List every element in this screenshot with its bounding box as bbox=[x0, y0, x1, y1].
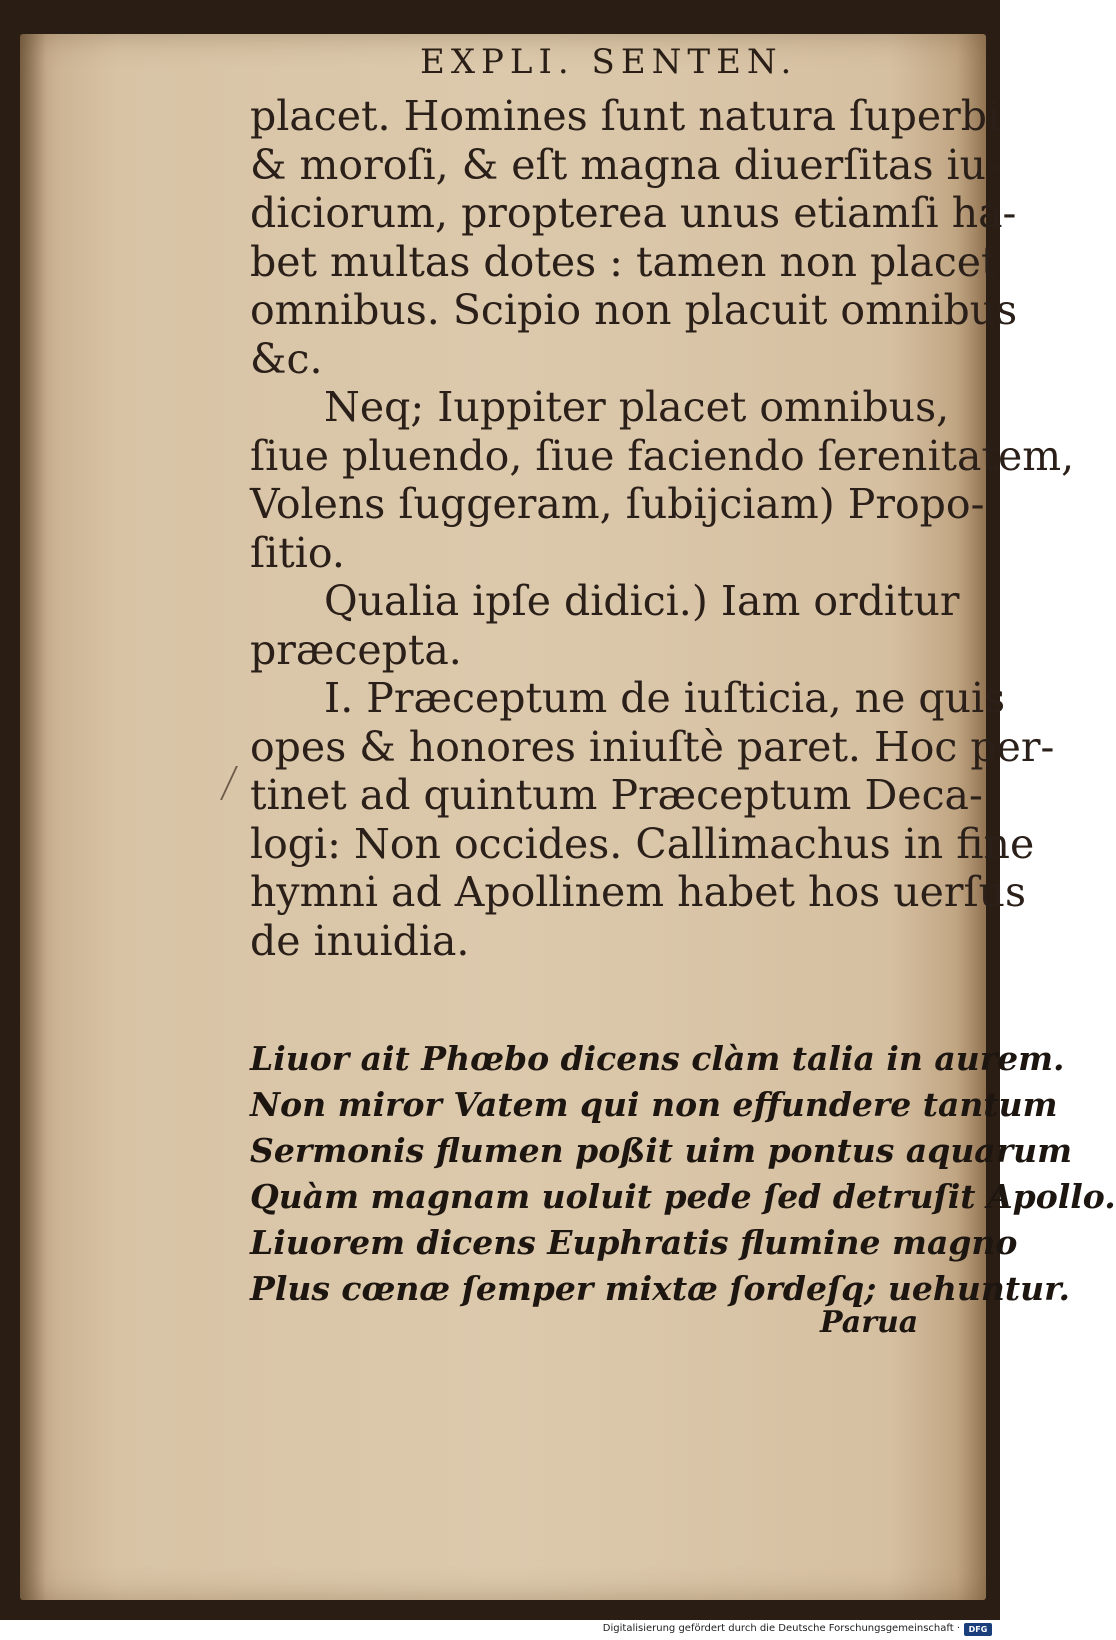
text-line: de inuidia. bbox=[250, 916, 470, 965]
text-line: omnibus. Scipio non placuit omnibus bbox=[250, 286, 1018, 334]
catchword: Parua bbox=[820, 1305, 919, 1340]
text-line: bet multas dotes : tamen non placet bbox=[250, 237, 998, 286]
text-line: Neq; Iuppiter placet omnibus, bbox=[324, 383, 950, 431]
verse-line: Liuor ait Phœbo dicens clàm talia in aurem. bbox=[250, 1039, 1065, 1078]
verse-line: Sermonis flumen poßit uim pontus aquarum bbox=[250, 1131, 1072, 1170]
text-line: hymni ad Apollinem habet hos uerſus bbox=[250, 868, 1027, 916]
text-line: ſitio. bbox=[250, 528, 345, 577]
text-line: ſiue pluendo, ſiue faciendo ſerenitatem, bbox=[250, 431, 1075, 480]
footer-bar bbox=[0, 1620, 1000, 1640]
text-line: tinet ad quintum Præceptum Deca- bbox=[250, 771, 983, 819]
text-line: Qualia ipſe didici.) Iam orditur bbox=[324, 577, 960, 625]
text-line: logi: Non occides. Callimachus in fine bbox=[250, 819, 1035, 868]
running-head: EXPLI. SENTEN. bbox=[420, 42, 798, 82]
funding-credit: Digitalisierung gefördert durch die Deutsche Forschungsgemeinschaft · bbox=[602, 1623, 960, 1634]
verse-block bbox=[250, 1036, 1116, 1312]
text-line: placet. Homines ſunt natura ſuperbi bbox=[250, 92, 1001, 140]
verse-line: Liuorem dicens Euphratis flumine magno bbox=[250, 1223, 1018, 1262]
text-line: & moroſi, & eſt magna diuerſitas iu- bbox=[250, 140, 1000, 189]
spine-shadow bbox=[20, 34, 46, 1600]
text-line: Volens ſuggeram, ſubijciam) Propo- bbox=[250, 480, 985, 528]
dfg-logo: DFG bbox=[964, 1623, 992, 1636]
text-line: præcepta. bbox=[250, 625, 462, 674]
verse-line: Quàm magnam uoluit pede ſed detruſit Apollo. bbox=[250, 1177, 1116, 1216]
text-line: opes & honores iniuſtè paret. Hoc per- bbox=[250, 722, 1055, 771]
text-line: &c. bbox=[250, 334, 323, 383]
verse-line: Plus cœnæ ſemper mixtæ ſordeſq; uehuntur. bbox=[250, 1269, 1070, 1308]
text-line: I. Præceptum de iuſticia, ne quis bbox=[324, 674, 1006, 722]
body-text bbox=[250, 92, 1075, 965]
verse-line: Non miror Vatem qui non effundere tantum bbox=[250, 1085, 1058, 1124]
text-line: diciorum, propterea unus etiamſi ha- bbox=[250, 189, 1017, 237]
